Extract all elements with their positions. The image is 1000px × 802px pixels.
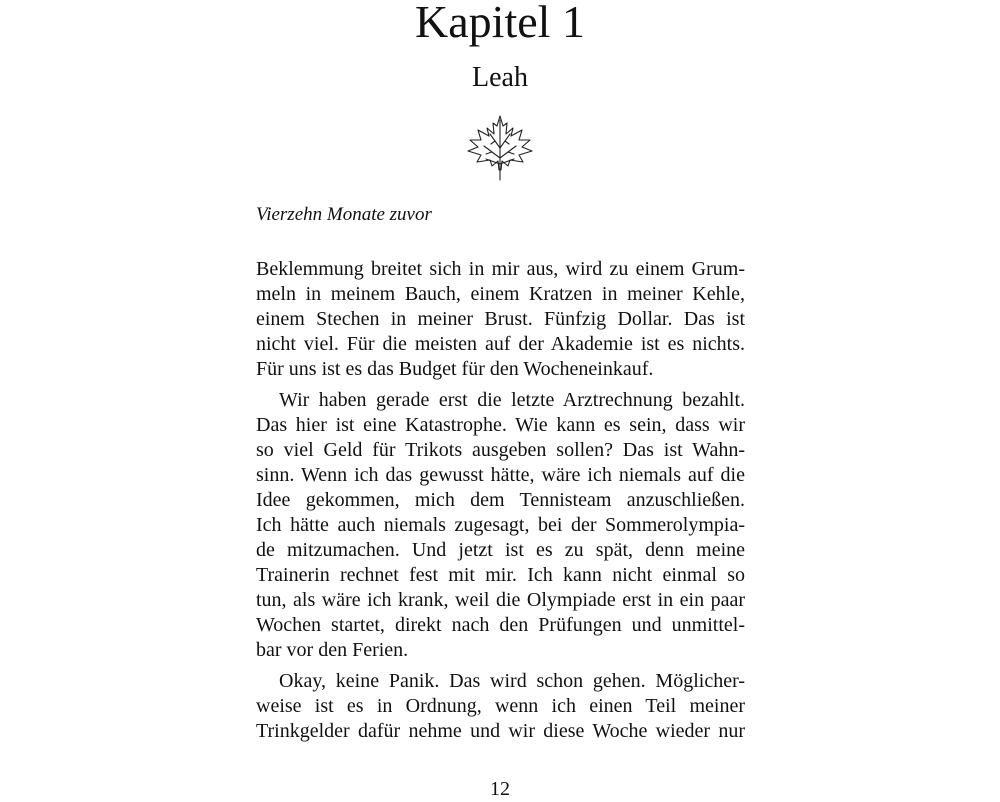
body-text-line: sinn. Wenn ich das gewusst hätte, wäre ich niemals auf die (256, 464, 745, 486)
body-text-line: tun, als wäre ich krank, weil die Olympiade erst in ein paar (256, 589, 745, 611)
body-text-line: Das hier ist eine Katastrophe. Wie kann es sein, dass wir (256, 414, 745, 436)
chapter-subtitle: Leah (472, 62, 528, 93)
body-text-line: Ich hätte auch niemals zugesagt, bei der Sommerolympia- (256, 514, 745, 536)
body-text-line: weise ist es in Ordnung, wenn ich einen Teil meiner (256, 695, 745, 717)
page-number: 12 (490, 778, 510, 800)
chapter-title: Kapitel 1 (415, 0, 585, 47)
body-text-line: Für uns ist es das Budget für den Wocheneinkauf. (256, 358, 654, 380)
chapter-epigraph: Vierzehn Monate zuvor (256, 204, 432, 225)
body-text-line: Wochen startet, direkt nach den Prüfungen und unmittel- (256, 614, 745, 636)
body-text-line: Wir haben gerade erst die letzte Arztrechnung bezahlt. (279, 389, 745, 411)
body-text-line: Trainerin rechnet fest mit mir. Ich kann nicht einmal so (256, 564, 745, 586)
body-text-line: nicht viel. Für die meisten auf der Akademie ist es nichts. (256, 333, 745, 355)
body-text-line: einem Stechen in meiner Brust. Fünfzig Dollar. Das ist (256, 308, 745, 330)
body-text-line: de mitzumachen. Und jetzt ist es zu spät, denn meine (256, 539, 745, 561)
body-text-line: Idee gekommen, mich dem Tennisteam anzuschließen. (256, 489, 745, 511)
body-text-line: so viel Geld für Trikots ausgeben sollen? Das ist Wahn- (256, 439, 745, 461)
body-text-line: Beklemmung breitet sich in mir aus, wird zu einem Grum- (256, 258, 745, 280)
body-text-line: meln in meinem Bauch, einem Kratzen in meiner Kehle, (256, 283, 745, 305)
maple-leaf-icon (464, 114, 536, 182)
body-text-line: bar vor den Ferien. (256, 639, 409, 661)
body-text-line: Trinkgelder dafür nehme und wir diese Woche wieder nur (256, 720, 745, 742)
body-text-line: Okay, keine Panik. Das wird schon gehen. Möglicher- (279, 670, 745, 692)
